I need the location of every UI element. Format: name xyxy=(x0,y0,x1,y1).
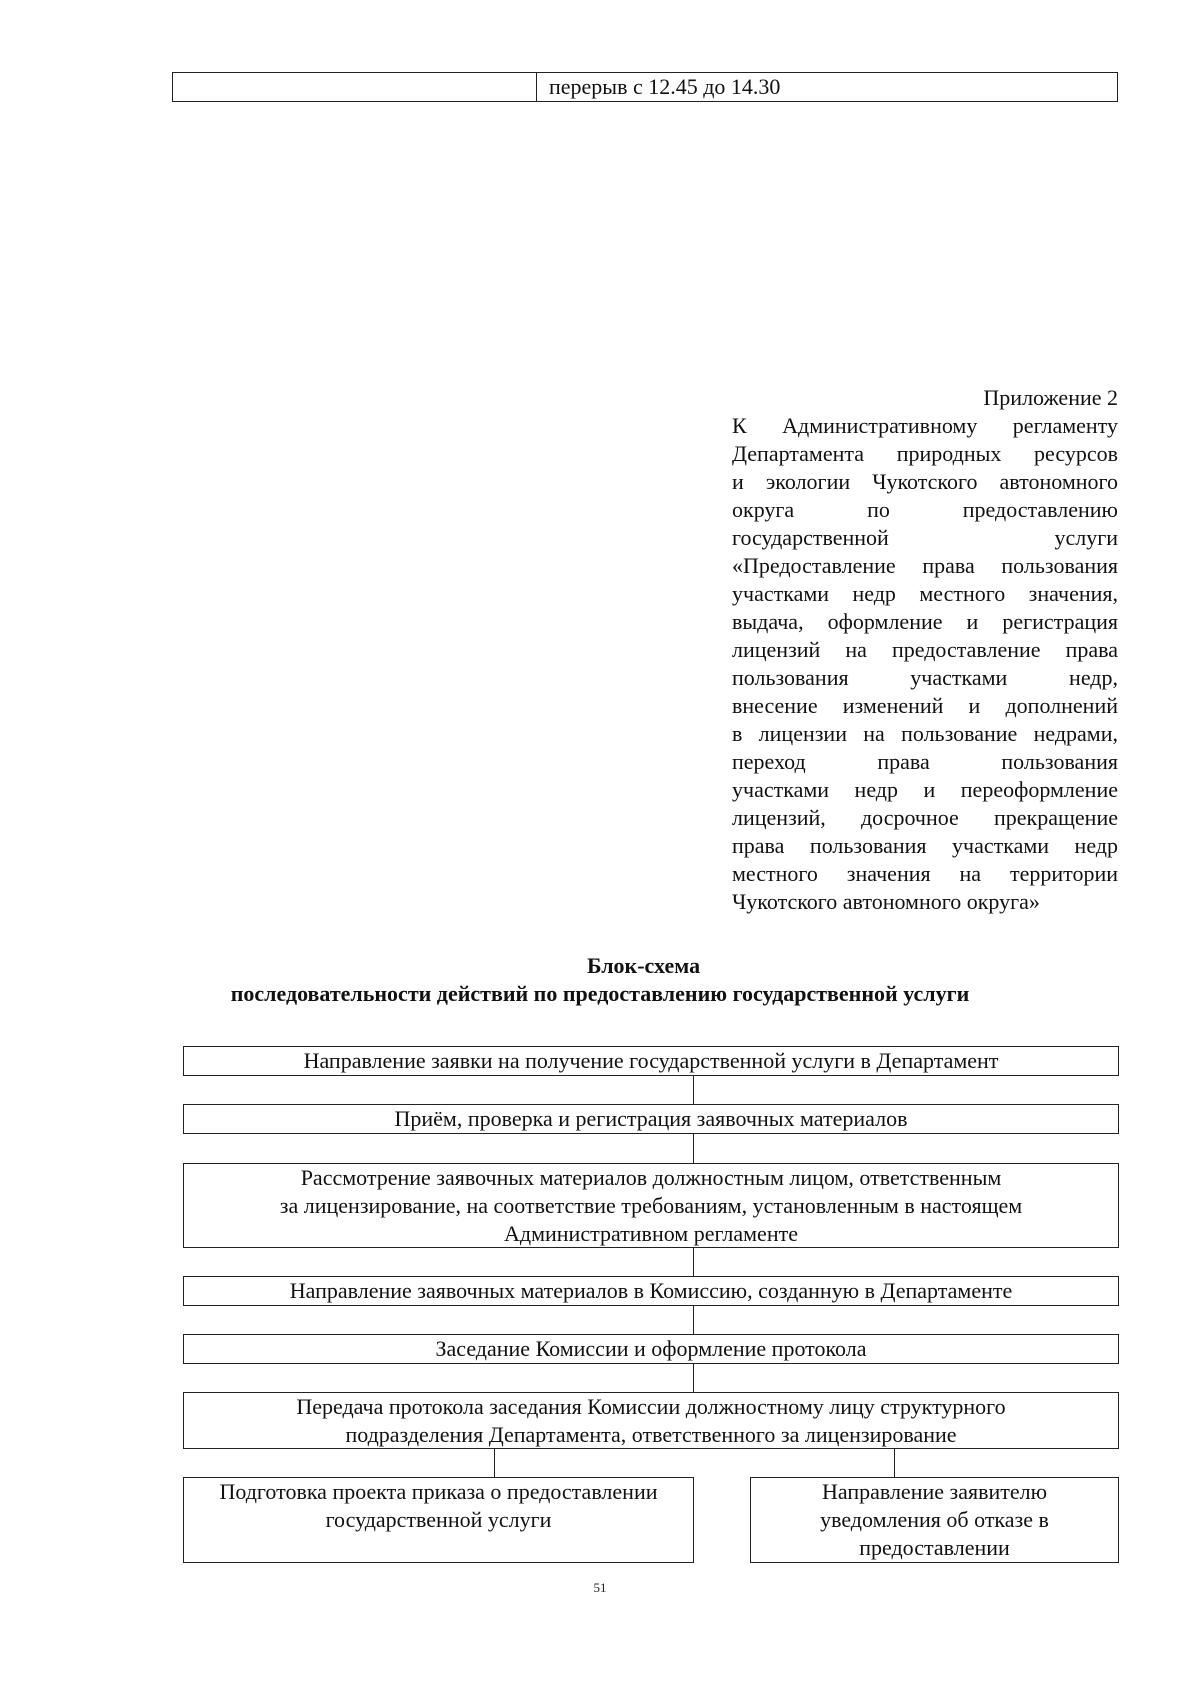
flowchart-branch-approve-line: государственной услуги xyxy=(325,1507,552,1532)
appendix-line: местного значения на территории xyxy=(732,861,1118,886)
appendix-line: Чукотского автономного округа» xyxy=(732,889,1040,914)
flowchart-step-6-line: подразделения Департамента, ответственного за лицензирование xyxy=(345,1422,957,1447)
flowchart-branch-refuse xyxy=(750,1477,1119,1563)
appendix-line: в лицензии на пользование недрами, xyxy=(732,721,1118,746)
schedule-table-left-cell xyxy=(173,73,537,101)
appendix-header xyxy=(732,384,1118,916)
appendix-line: Департамента природных ресурсов xyxy=(732,441,1118,466)
appendix-line: и экологии Чукотского автономного xyxy=(732,469,1118,494)
flowchart-branch-refuse-line: уведомления об отказе в xyxy=(820,1507,1049,1532)
flowchart-title-text: Блок-схема xyxy=(586,953,701,978)
appendix-line: лицензий на предоставление права xyxy=(732,637,1118,662)
flowchart-step-5: Заседание Комиссии и оформление протокола xyxy=(183,1334,1119,1364)
appendix-line: округа по предоставлению xyxy=(732,497,1118,522)
appendix-line: участками недр и переоформление xyxy=(732,777,1118,802)
flowchart-step-3 xyxy=(183,1163,1119,1248)
flowchart-branch-refuse-line: предоставлении xyxy=(859,1535,1010,1560)
appendix-line: участками недр местного значения, xyxy=(732,581,1118,606)
flowchart-connector xyxy=(693,1306,694,1334)
flowchart-step-2: Приём, проверка и регистрация заявочных материалов xyxy=(183,1104,1119,1134)
page-number: 51 xyxy=(593,1580,607,1595)
appendix-line: пользования участками недр, xyxy=(732,665,1118,690)
flowchart-connector-left xyxy=(494,1449,495,1477)
flowchart-step-3-line: Рассмотрение заявочных материалов должностным лицом, ответственным xyxy=(300,1165,1002,1190)
flowchart-step-4: Направление заявочных материалов в Комиссию, созданную в Департаменте xyxy=(183,1276,1119,1306)
appendix-line: «Предоставление права пользования xyxy=(732,553,1118,578)
appendix-line: государственной услуги xyxy=(732,525,1118,550)
schedule-table-row xyxy=(172,72,1118,102)
flowchart-connector xyxy=(693,1364,694,1392)
flowchart-subtitle: последовательности действий по предоставлению государственной услуги xyxy=(230,981,970,1006)
appendix-line: выдача, оформление и регистрация xyxy=(732,609,1118,634)
flowchart-branch-approve-line: Подготовка проекта приказа о предоставлении xyxy=(219,1479,658,1504)
flowchart-step-3-line: Административном регламенте xyxy=(504,1221,798,1246)
flowchart-step-3-line: за лицензирование, на соответствие требованиям, установленным в настоящем xyxy=(279,1193,1023,1218)
appendix-line: переход права пользования xyxy=(732,749,1118,774)
flowchart-connector xyxy=(693,1248,694,1276)
flowchart-title xyxy=(586,952,701,980)
flowchart-connector xyxy=(693,1076,694,1104)
appendix-line: внесение изменений и дополнений xyxy=(732,693,1118,718)
flowchart-step-6 xyxy=(183,1392,1119,1449)
flowchart-connector-right xyxy=(894,1449,895,1477)
flowchart-branch-approve xyxy=(183,1477,694,1563)
appendix-line: лицензий, досрочное прекращение xyxy=(732,805,1118,830)
appendix-line: права пользования участками недр xyxy=(732,833,1118,858)
appendix-line: К Административному регламенту xyxy=(732,413,1118,438)
flowchart-step-6-line: Передача протокола заседания Комиссии должностному лицу структурного xyxy=(296,1394,1006,1419)
appendix-number: Приложение 2 xyxy=(983,385,1118,410)
schedule-table-right-cell: перерыв с 12.45 до 14.30 xyxy=(549,74,781,99)
flowchart-step-1: Направление заявки на получение государственной услуги в Департамент xyxy=(183,1046,1119,1076)
flowchart-branch-refuse-line: Направление заявителю xyxy=(821,1479,1048,1504)
flowchart-connector xyxy=(693,1134,694,1163)
